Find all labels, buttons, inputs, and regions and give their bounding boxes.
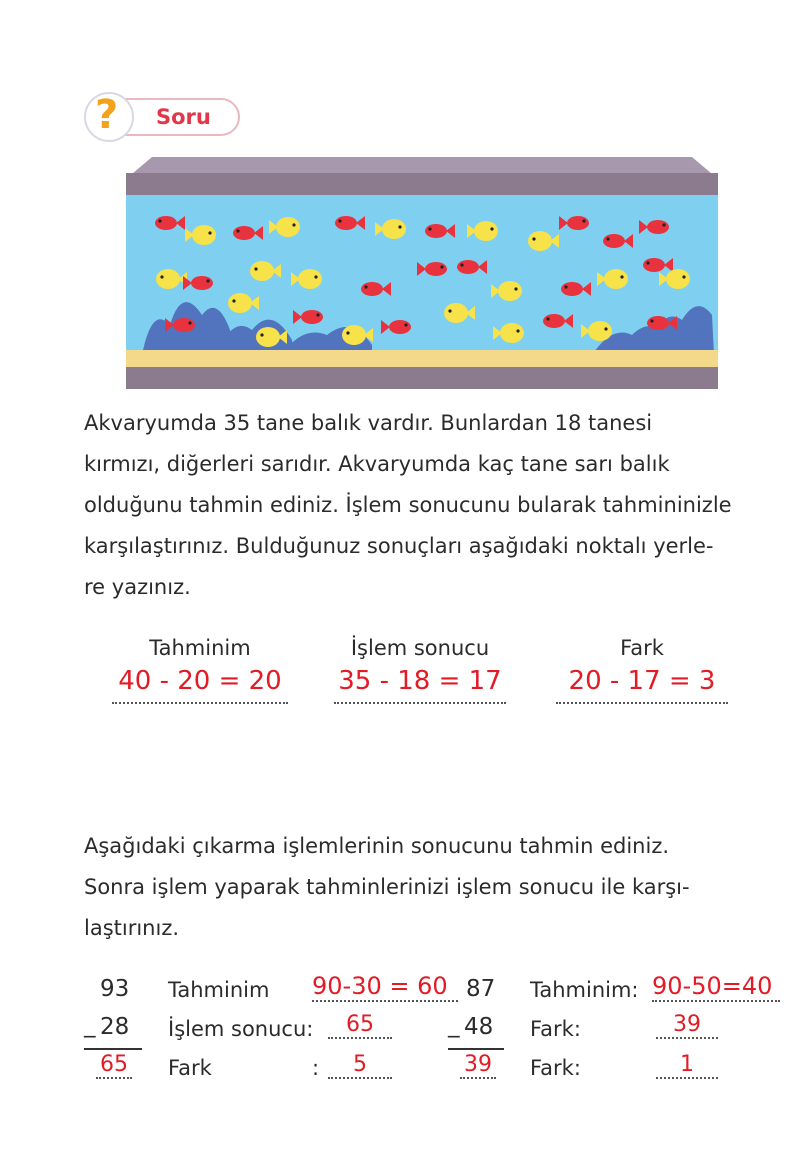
left-label-tahminim: Tahminim: [168, 978, 270, 1002]
question-badge: [84, 92, 240, 138]
left-minus-sign: _: [84, 1012, 96, 1038]
right-tahmin-answer: 90-50=40: [652, 972, 780, 1002]
answer-fark: 20 - 17 = 3: [556, 666, 728, 704]
answer-islem-sonucu: 35 - 18 = 17: [334, 666, 506, 704]
badge-label: Soru: [156, 105, 211, 129]
right-label-islem: Fark:: [530, 1017, 581, 1041]
aquarium-base: [126, 367, 718, 389]
left-label-fark: Fark: [168, 1056, 212, 1080]
right-result: 39: [460, 1052, 496, 1079]
right-subtrahend: 48: [464, 1014, 494, 1040]
left-subtrahend: 28: [100, 1014, 130, 1040]
q1-line-5: re yazınız.: [84, 575, 191, 599]
left-minuend: 93: [100, 976, 130, 1002]
right-label-fark: Fark:: [530, 1056, 581, 1080]
q2-line-1: Aşağıdaki çıkarma işlemlerinin sonucunu tahmin ediniz.: [84, 834, 670, 858]
left-tahmin-answer: 90-30 = 60: [312, 972, 458, 1002]
right-islem-answer: 39: [656, 1012, 718, 1039]
question1-text: [84, 403, 757, 608]
left-fark-colon: :: [312, 1056, 320, 1080]
q1-line-4: karşılaştırınız. Bulduğunuz sonuçları aşağıdaki noktalı yerle-: [84, 534, 714, 558]
q2-line-3: laştırınız.: [84, 916, 180, 940]
right-minus-sign: _: [448, 1012, 460, 1038]
q1-line-1: Akvaryumda 35 tane balık vardır. Bunlardan 18 tanesi: [84, 411, 653, 435]
left-islem-answer: 65: [328, 1012, 392, 1039]
right-label-tahminim: Tahminim:: [530, 978, 639, 1002]
left-label-islem: İşlem sonucu:: [168, 1017, 314, 1041]
q1-line-2: kırmızı, diğerleri sarıdır. Akvaryumda kaç tane sarı balık: [84, 452, 670, 476]
column-head-islem-sonucu: İşlem sonucu: [350, 636, 490, 660]
right-fark-answer: 1: [656, 1052, 718, 1079]
aquarium-sand: [126, 350, 718, 369]
question-mark-icon: ?: [84, 92, 134, 142]
column-head-tahminim: Tahminim: [149, 636, 251, 660]
q1-line-3: olduğunu tahmin ediniz. İşlem sonucunu bularak tahmininizle: [84, 493, 732, 517]
left-result-line: [84, 1048, 142, 1050]
question2-text: [84, 826, 757, 949]
q2-line-2: Sonra işlem yaparak tahminlerinizi işlem sonucu ile karşı-: [84, 875, 690, 899]
aquarium-lid: [126, 173, 718, 195]
answer-tahminim: 40 - 20 = 20: [112, 666, 288, 704]
column-head-fark: Fark: [620, 636, 664, 660]
right-minuend: 87: [466, 976, 496, 1002]
aquarium-illustration: [122, 155, 722, 391]
left-fark-answer: 5: [328, 1052, 392, 1079]
left-result: 65: [96, 1052, 132, 1079]
right-result-line: [448, 1048, 504, 1050]
